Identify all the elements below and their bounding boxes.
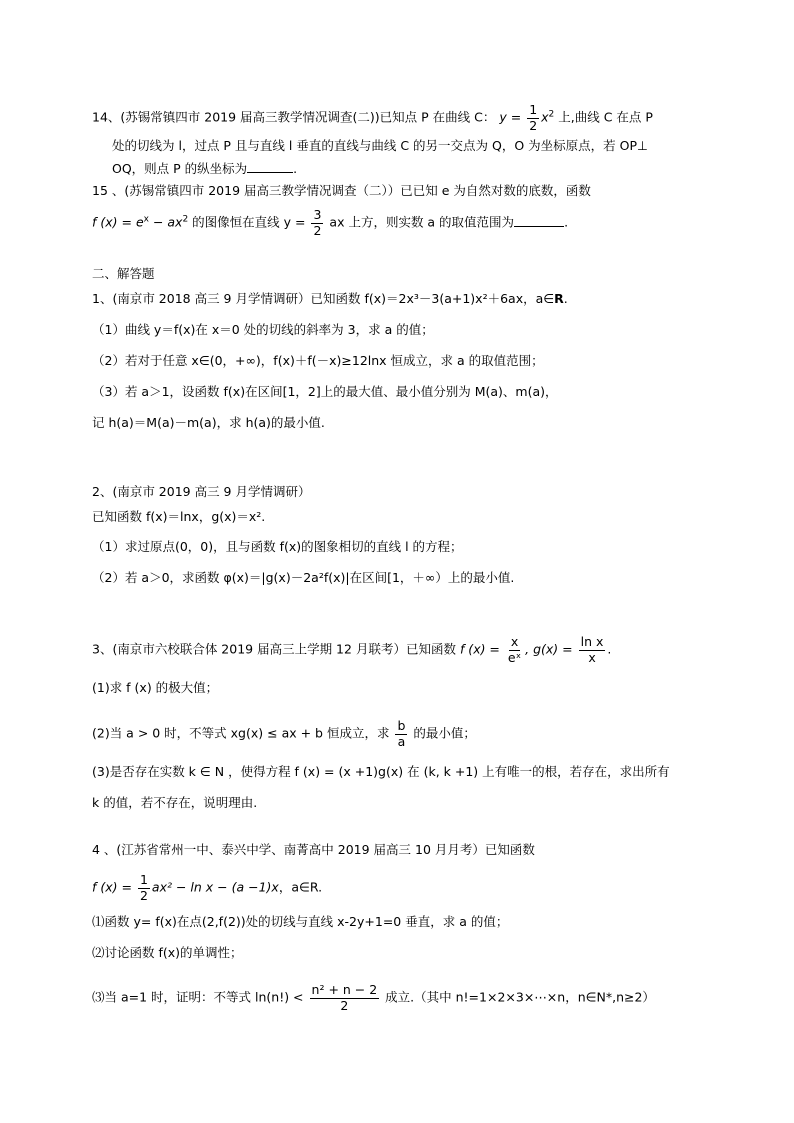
fraction: $\frac{1}{2}$ bbox=[529, 102, 538, 133]
fraction: $\frac{3}{2}$ bbox=[313, 207, 322, 238]
exponent: 2 bbox=[548, 109, 555, 120]
answer-blank bbox=[247, 160, 293, 173]
fraction: $\frac{\text{n² + n − 2}}{2}$ bbox=[311, 982, 378, 1013]
p2-sub1: （1）求过原点(0，0)，且与函数 f(x)的图象相切的直线 l 的方程； bbox=[92, 539, 463, 554]
p3-header: 3、(南京市六校联合体 2019 届高三上学期 12 月联考）已知函数 f (x) = $\frac{x}{\text{eˣ}}$ , g(x) = $\frac{\text{ln x}}{x}$ . bbox=[92, 634, 612, 665]
q15-line2: f $(x) = e^x - ax^2$ 的图像恒在直线 y = $\frac{3}{2}$ ax 上方，则实数 a 的取值范围为 . bbox=[92, 207, 569, 238]
p1-sub2: （2）若对于任意 x∈(0，+∞)，f(x)＋f(－x)≥12lnx 恒成立，求 a 的取值范围； bbox=[92, 353, 544, 368]
p4-header: 4 、(江苏省常州一中、泰兴中学、南菁高中 2019 届高三 10 月月考）已知函数 bbox=[92, 842, 535, 857]
fraction: $\frac{1}{2}$ bbox=[139, 872, 148, 903]
p3-sub1: (1)求 f (x) 的极大值； bbox=[92, 680, 219, 695]
p4-function: f (x) = $\frac{1}{2}$ ax² − ln x − (a −1)x，a∈R. bbox=[92, 872, 323, 903]
p3-sub4: k 的值，若不存在，说明理由. bbox=[92, 795, 258, 810]
fraction: $\frac{b}{a}$ bbox=[397, 718, 406, 749]
p2-header: 2、(南京市 2019 高三 9 月学情调研） bbox=[92, 484, 311, 499]
p4-sub1: ⑴函数 y= f(x)在点(2,f(2))处的切线与直线 x-2y+1=0 垂直，求 a 的值； bbox=[92, 914, 509, 929]
q14-line1 bbox=[92, 104, 734, 132]
curve-var: x bbox=[541, 109, 549, 125]
p4-sub2: ⑵讨论函数 f(x)的单调性； bbox=[92, 945, 243, 960]
q14-line2: 处的切线为 l，过点 P 且与直线 l 垂直的直线与曲线 C 的另一交点为 Q，O 为坐标原点，若 OP⊥ bbox=[112, 138, 648, 153]
p3-sub3: (3)是否存在实数 k ∈ N ，使得方程 f (x) = (x +1)g(x) 在 (k, k +1) 上有唯一的根，若存在，求出所有 bbox=[92, 764, 670, 779]
q14-text: 14、(苏锡常镇四市 2019 届高三教学情况调查(二))已知点 P 在曲线 C： bbox=[92, 109, 496, 125]
section-title: 二、解答题 bbox=[92, 266, 155, 281]
p1-sub3: （3）若 a＞1，设函数 f(x)在区间[1，2]上的最大值、最小值分别为 M(a)、m(a)， bbox=[92, 384, 558, 399]
p1-sub4: 记 h(a)＝M(a)－m(a)，求 h(a)的最小值. bbox=[92, 415, 325, 430]
function-expr: f (x) = e bbox=[92, 214, 144, 230]
p1-sub1: （1）曲线 y＝f(x)在 x＝0 处的切线的斜率为 3，求 a 的值； bbox=[92, 322, 434, 337]
p4-sub3: ⑶当 a=1 时，证明：不等式 ln(n!) < $\frac{\text{n² + n − 2}}{2}$ 成立.（其中 n!=1×2×3×⋯×n，n∈N*,n≥2） bbox=[92, 982, 655, 1013]
curve-lhs: y = bbox=[499, 109, 522, 125]
q15-line1: 15 、(苏锡常镇四市 2019 届高三教学情况调查（二））已已知 e 为自然对数的底数，函数 bbox=[92, 183, 591, 198]
p1-header: 1、(南京市 2018 高三 9 月学情调研）已知函数 f(x)＝2x³－3(a+1)x²＋6ax，a∈R. bbox=[92, 291, 568, 306]
q14-text-end: 上,曲线 C 在点 P bbox=[558, 109, 653, 125]
p2-given: 已知函数 f(x)＝lnx，g(x)＝x². bbox=[92, 509, 266, 524]
answer-blank bbox=[514, 214, 564, 227]
fraction: $\frac{x}{\text{eˣ}}$ bbox=[507, 634, 522, 665]
q14-line3: OQ，则点 P 的纵坐标为 . bbox=[112, 161, 298, 176]
fraction: $\frac{\text{ln x}}{x}$ bbox=[580, 634, 604, 665]
p3-sub2: (2)当 a > 0 时，不等式 xg(x) ≤ ax + b 恒成立，求 $\frac{b}{a}$ 的最小值； bbox=[92, 718, 476, 749]
p2-sub2: （2）若 a＞0，求函数 φ(x)＝|g(x)－2a²f(x)|在区间[1，＋∞）上的最小值. bbox=[92, 570, 515, 585]
